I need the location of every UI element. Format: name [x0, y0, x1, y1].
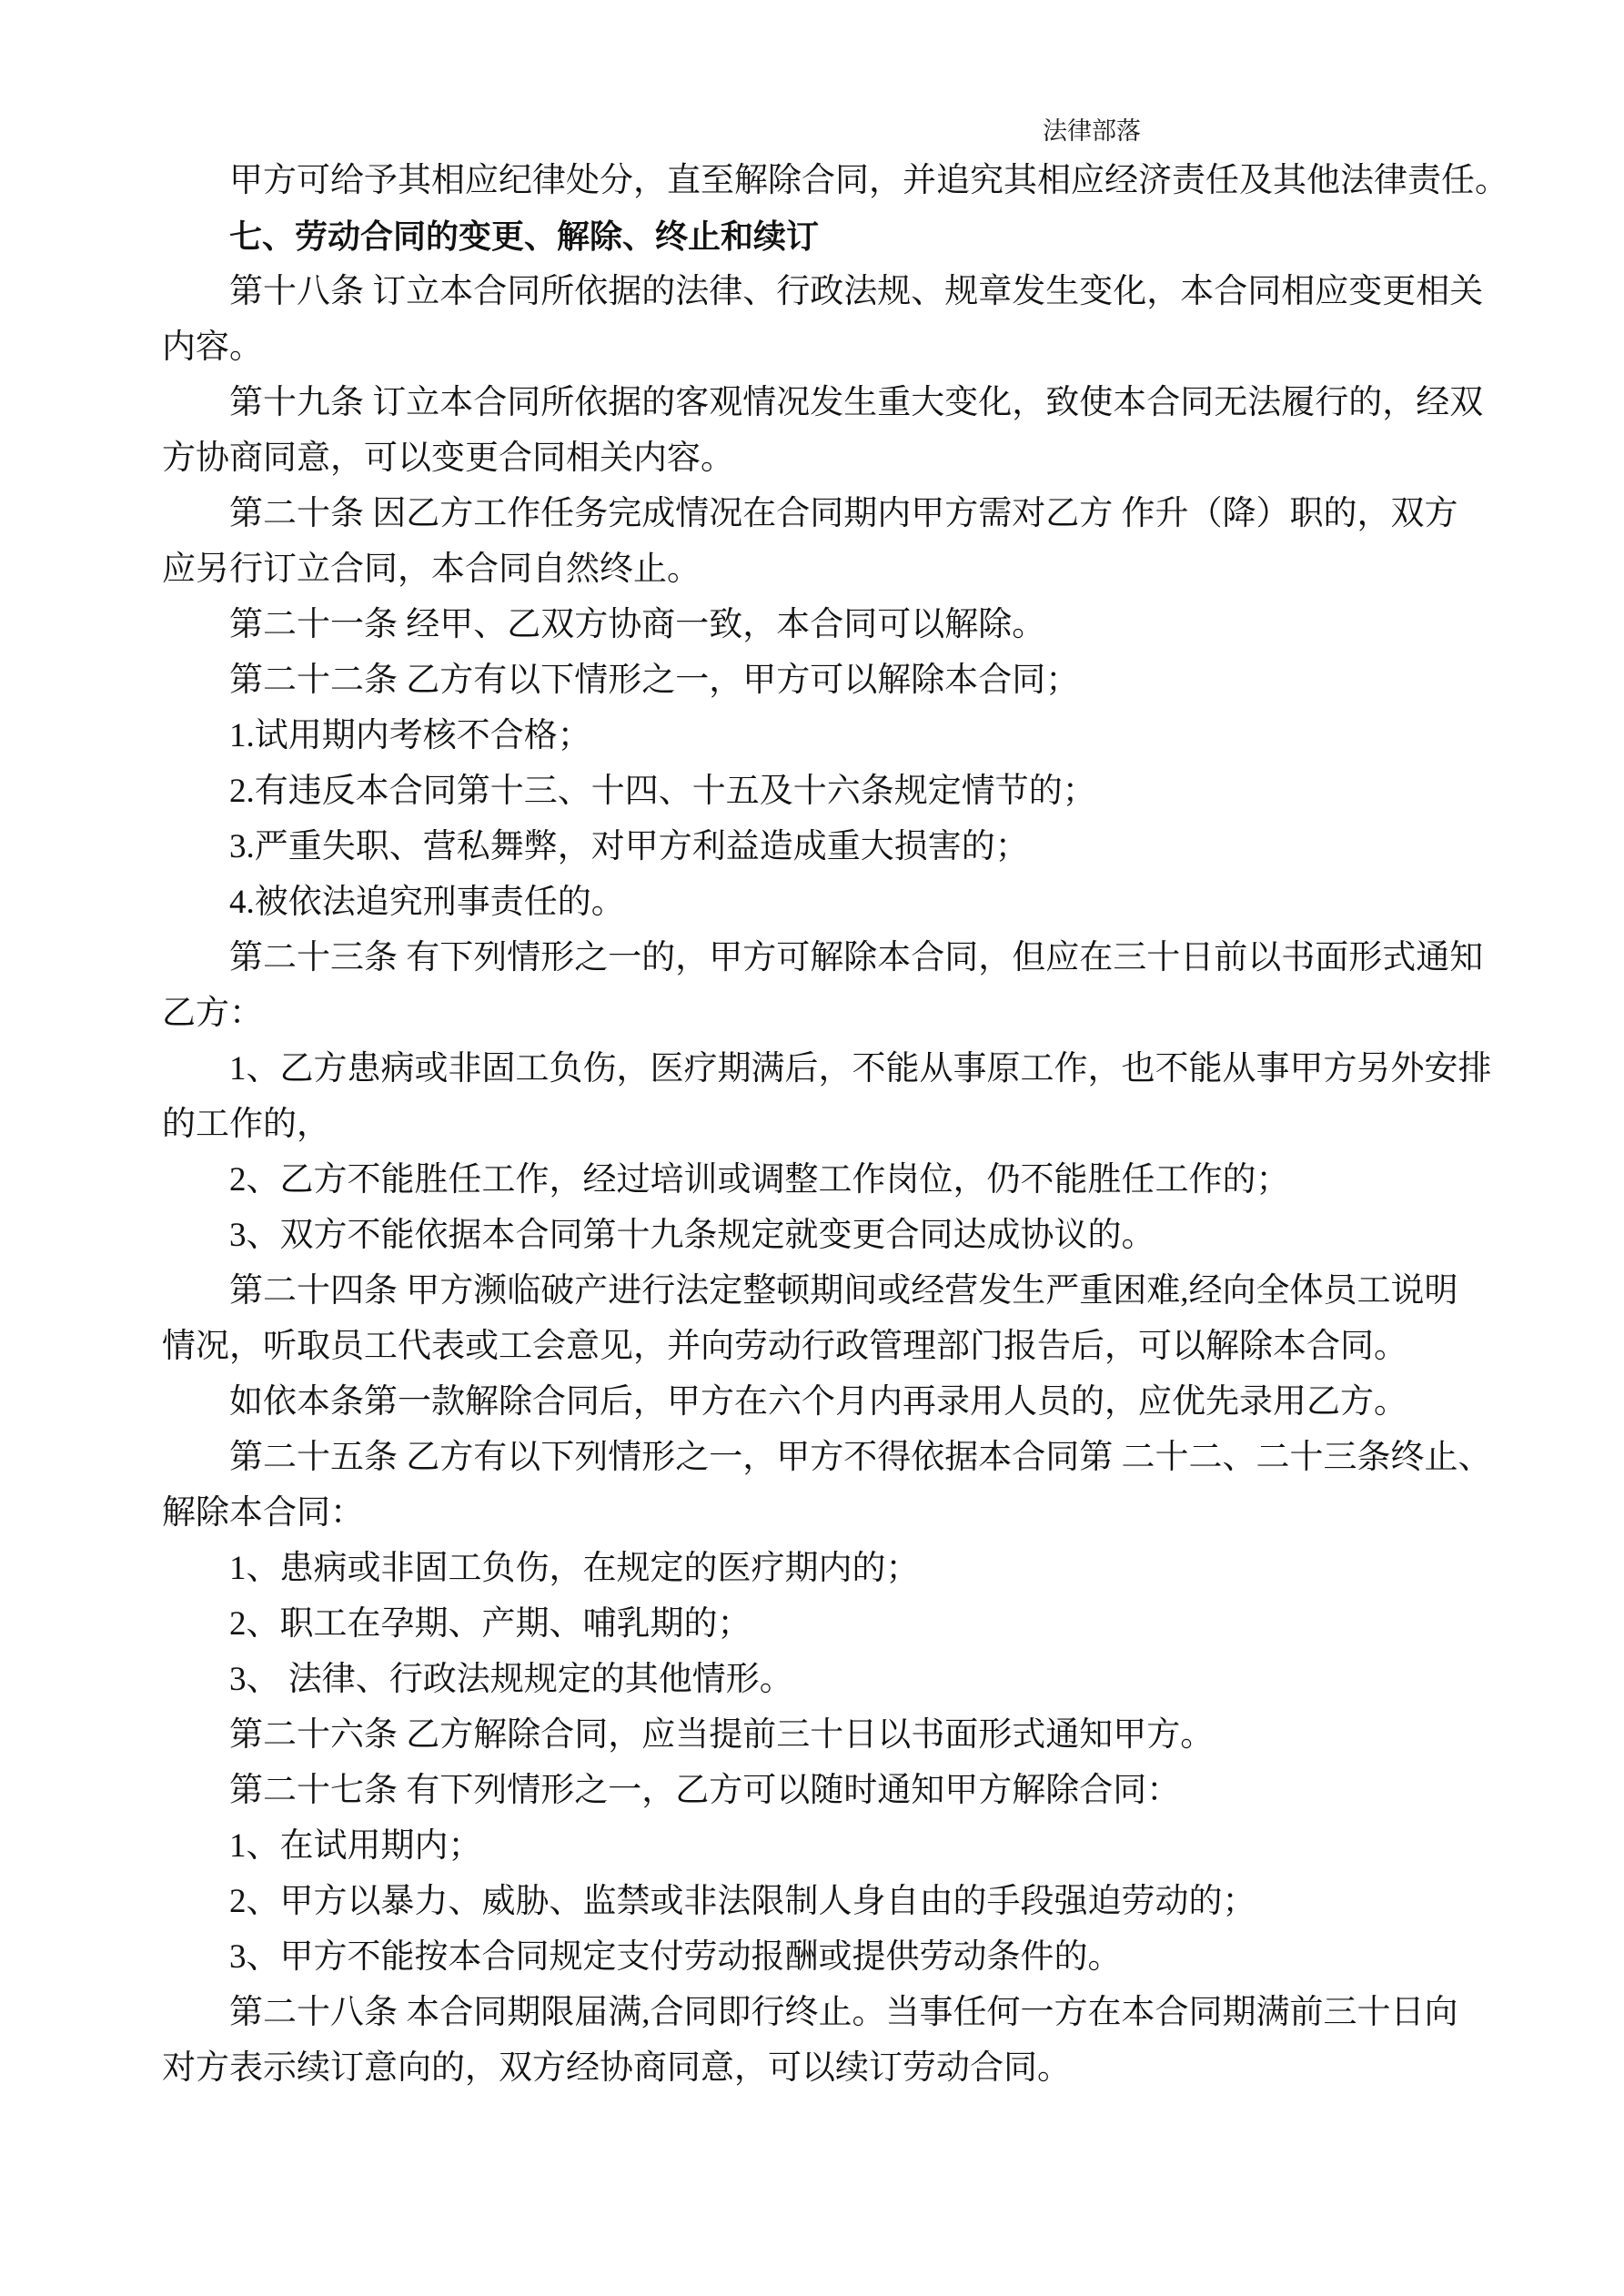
document-line: 第十八条 订立本合同所依据的法律、行政法规、规章发生变化，本合同相应变更相关 — [229, 273, 1484, 310]
document-line: 对方表示续订意向的，双方经协商同意，可以续订劳动合同。 — [162, 2049, 1071, 2087]
document-line: 2、乙方不能胜任工作，经过培训或调整工作岗位，仍不能胜任工作的； — [229, 1161, 1290, 1199]
document-line: 第十九条 订立本合同所依据的客观情况发生重大变化，致使本合同无法履行的，经双 — [229, 384, 1484, 421]
document-line: 如依本条第一款解除合同后，甲方在六个月内再录用人员的，应优先录用乙方。 — [229, 1383, 1407, 1421]
document-line: 1、乙方患病或非固工负伤，医疗期满后，不能从事原工作，也不能从事甲方另外安排 — [229, 1050, 1492, 1087]
document-line: 第二十八条 本合同期限届满,合同即行终止。当事任何一方在本合同期满前三十日向 — [229, 1994, 1458, 2031]
document-line: 方协商同意，可以变更合同相关内容。 — [162, 440, 734, 477]
document-line: 第二十二条 乙方有以下情形之一，甲方可以解除本合同； — [229, 662, 1080, 699]
document-line: 3、双方不能依据本合同第十九条规定就变更合同达成协议的。 — [229, 1217, 1155, 1254]
document-line: 内容。 — [162, 329, 263, 366]
document-line: 第二十一条 经甲、乙双方协商一致，本合同可以解除。 — [229, 606, 1046, 643]
document-line: 情况，听取员工代表或工会意见，并向劳动行政管理部门报告后，可以解除本合同。 — [162, 1328, 1407, 1365]
document-line: 第二十条 因乙方工作任务完成情况在合同期内甲方需对乙方 作升（降）职的，双方 — [229, 495, 1458, 532]
document-line: 第二十三条 有下列情形之一的，甲方可解除本合同，但应在三十日前以书面形式通知 — [229, 939, 1484, 976]
document-line: 3、甲方不能按本合同规定支付劳动报酬或提供劳动条件的。 — [229, 1938, 1122, 1976]
page-header-watermark: 法律部落 — [1043, 117, 1141, 145]
document-line: 乙方： — [162, 995, 263, 1032]
document-line: 应另行订立合同，本合同自然终止。 — [162, 551, 701, 588]
document-line: 第二十四条 甲方濒临破产进行法定整顿期间或经营发生严重困难,经向全体员工说明 — [229, 1272, 1458, 1310]
document-line: 解除本合同： — [162, 1494, 364, 1532]
document-line: 第二十七条 有下列情形之一，乙方可以随时通知甲方解除合同： — [229, 1772, 1181, 1809]
document-line: 第二十五条 乙方有以下列情形之一，甲方不得依据本合同第 二十二、二十三条终止、 — [229, 1439, 1492, 1476]
document-line: 甲方可给予其相应纪律处分，直至解除合同，并追究其相应经济责任及其他法律责任。 — [229, 162, 1508, 199]
document-line: 2、甲方以暴力、威胁、监禁或非法限制人身自由的手段强迫劳动的； — [229, 1883, 1256, 1920]
document-line: 的工作的， — [162, 1106, 330, 1143]
document-line: 3、 法律、行政法规规定的其他情形。 — [229, 1661, 793, 1698]
document-line: 4.被依法追究刑事责任的。 — [229, 884, 625, 921]
document-line: 第二十六条 乙方解除合同，应当提前三十日以书面形式通知甲方。 — [229, 1716, 1215, 1754]
document-body — [162, 153, 1527, 2096]
document-line: 2、职工在孕期、产期、哺乳期的； — [229, 1605, 751, 1643]
document-line: 3.严重失职、营私舞弊，对甲方利益造成重大损害的； — [229, 828, 1029, 865]
document-line: 1、患病或非固工负伤，在规定的医疗期内的； — [229, 1550, 920, 1587]
document-line: 1.试用期内考核不合格； — [229, 717, 591, 754]
document-line: 2.有违反本合同第十三、十四、十五及十六条规定情节的； — [229, 773, 1096, 810]
document-line: 1、在试用期内； — [229, 1827, 482, 1865]
section-heading-line: 七、劳动合同的变更、解除、终止和续订 — [229, 217, 820, 255]
